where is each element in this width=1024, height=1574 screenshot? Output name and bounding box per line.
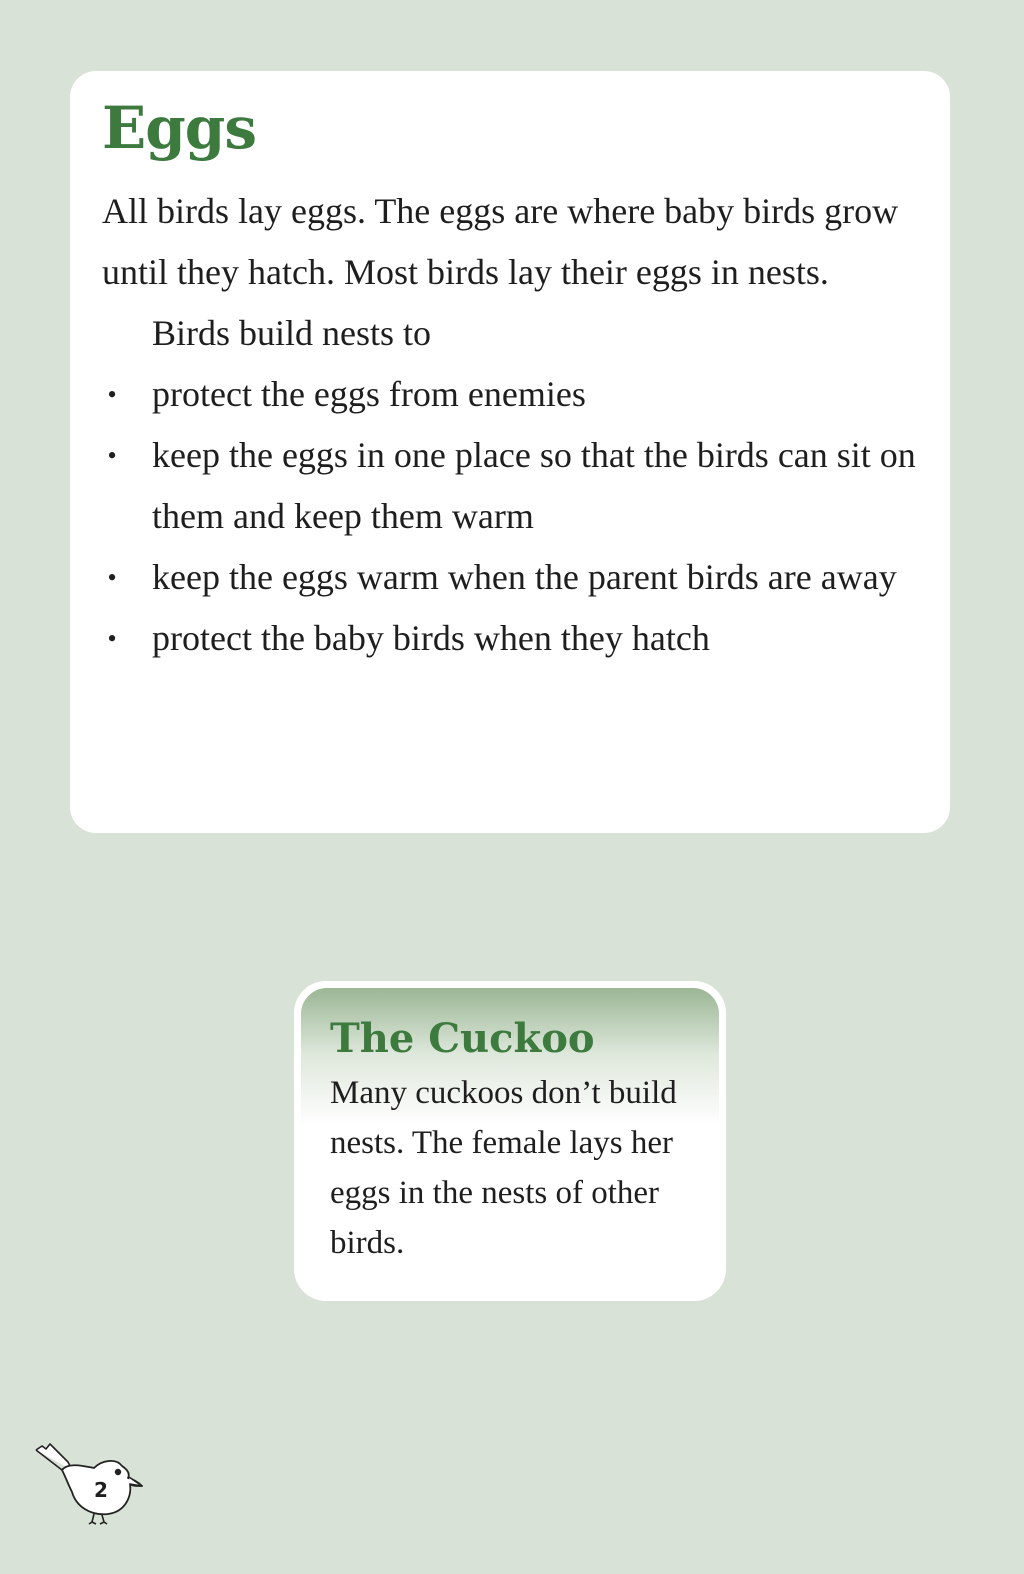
bullet-icon: • xyxy=(107,624,117,653)
bullet-icon: • xyxy=(107,563,117,592)
list-item xyxy=(102,547,918,608)
list-item xyxy=(102,608,918,669)
page-title: Eggs xyxy=(102,94,256,162)
list-item-text: keep the eggs warm when the parent birds are away xyxy=(152,557,897,597)
list-item-text: protect the eggs from enemies xyxy=(152,374,586,414)
bullet-icon: • xyxy=(107,380,117,409)
bullet-icon: • xyxy=(107,441,117,470)
list-item-text: keep the eggs in one place so that the birds can sit on them and keep them warm xyxy=(152,435,916,536)
nest-reasons-list xyxy=(102,364,918,669)
sidebar-title: The Cuckoo xyxy=(330,1015,595,1062)
list-lead-text: Birds build nests to xyxy=(152,313,432,353)
sidebar-text: Many cuckoos don’t build nests. The female lays her eggs in the nests of other birds. xyxy=(330,1075,677,1261)
list-item xyxy=(102,364,918,425)
page-number: 2 xyxy=(94,1478,108,1502)
sidebar-panel xyxy=(301,988,719,1294)
list-item xyxy=(102,425,918,547)
cuckoo-sidebar xyxy=(294,981,726,1301)
intro-paragraph: All birds lay eggs. The eggs are where baby birds grow until they hatch. Most birds lay their eggs in nests. xyxy=(102,191,899,292)
eggs-card xyxy=(70,71,950,833)
list-item-text: protect the baby birds when they hatch xyxy=(152,618,710,658)
